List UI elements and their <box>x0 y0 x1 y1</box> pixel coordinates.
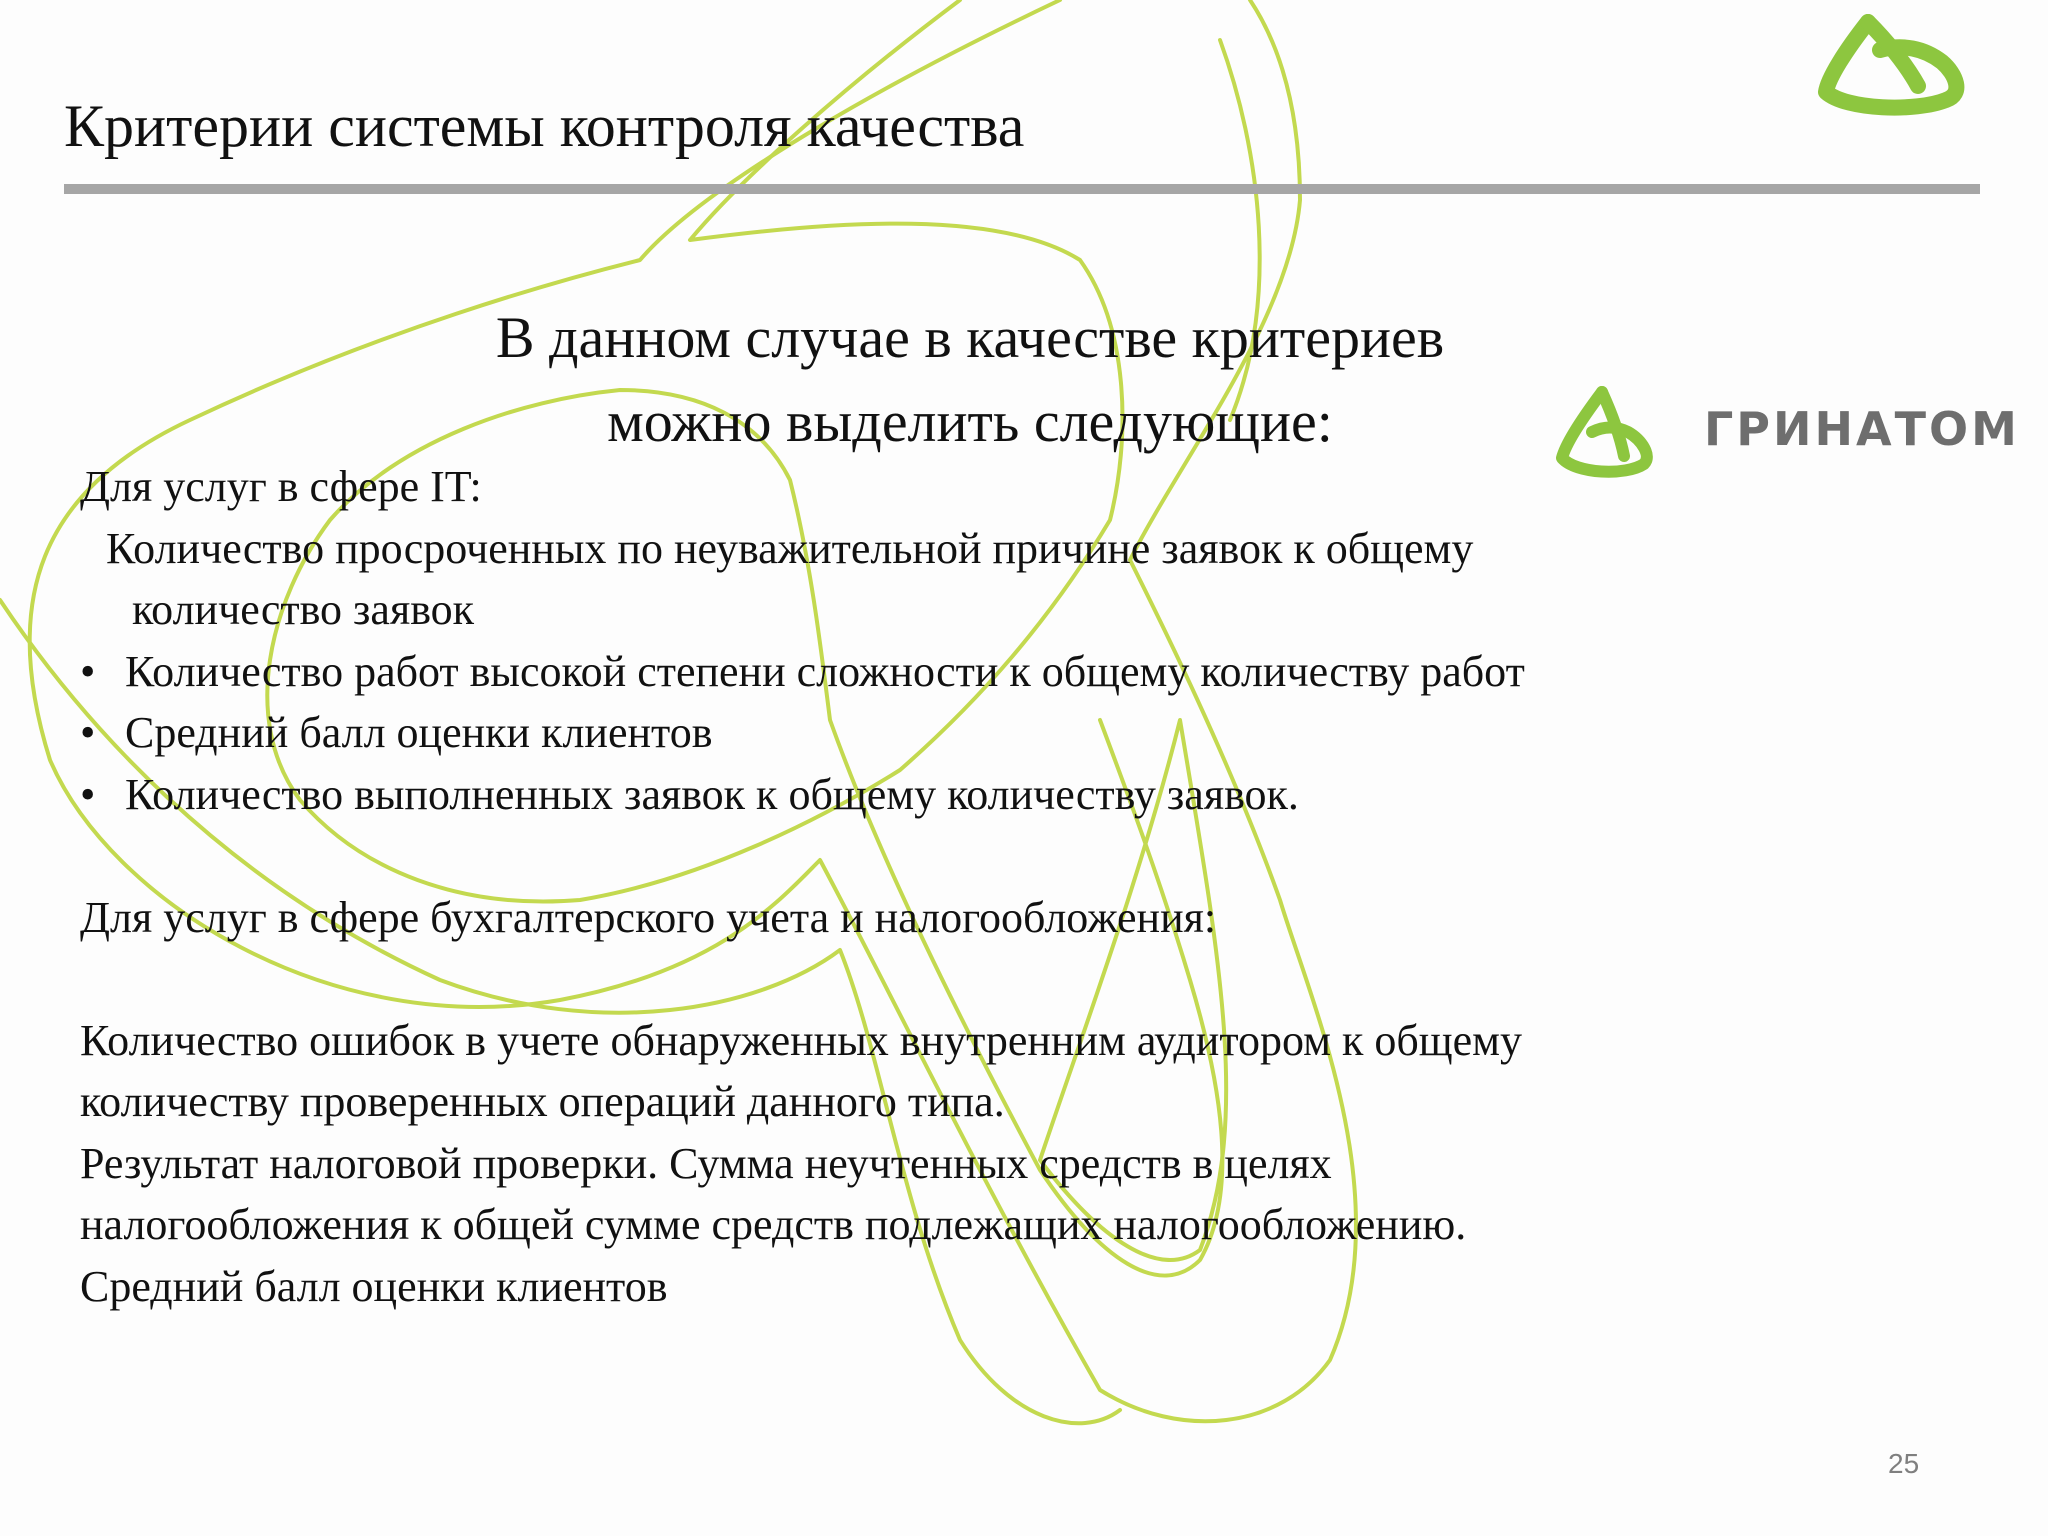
paragraph-line: налогообложения к общей сумме средств подлежащих налогообложению. <box>80 1200 1467 1249</box>
spacer <box>80 948 1820 1010</box>
paragraph-line: количеству проверенных операций данного типа. <box>80 1077 1005 1126</box>
paragraph-line: Средний балл оценки клиентов <box>80 1261 668 1311</box>
title-divider <box>64 184 1980 194</box>
paragraph-line: Количество ошибок в учете обнаруженных внутренним аудитором к общему <box>80 1015 1522 1065</box>
bullet-item: • Количество выполненных заявок к общему количеству заявок. <box>80 764 1820 826</box>
list-item-continuation: количество заявок <box>132 585 475 634</box>
bullet-item: • Количество работ высокой степени сложности к общему количеству работ <box>80 641 1820 703</box>
slide-body <box>80 456 1820 1317</box>
subheading-line: В данном случае в качестве критериев <box>495 305 1445 370</box>
subheading-line: можно выделить следующие: <box>607 389 1333 454</box>
section-heading-it: Для услуг в сфере IT: <box>80 462 482 511</box>
list-item: Количество просроченных по неуважительной причине заявок к общему <box>106 523 1474 573</box>
page-number: 25 <box>1888 1448 1920 1479</box>
section-heading-accounting: Для услуг в сфере бухгалтерского учета и налогообложения: <box>80 892 1217 942</box>
paragraph-line: Результат налоговой проверки. Сумма неучтенных средств в целях <box>80 1138 1332 1188</box>
greenatom-logo-icon <box>1806 0 1986 130</box>
spacer <box>80 825 1820 887</box>
bullet-item: • Средний балл оценки клиентов <box>80 702 1820 764</box>
subheading <box>300 296 1640 464</box>
brand-name: ГРИНАТОМ <box>1704 402 2020 456</box>
slide-title: Критерии системы контроля качества <box>64 93 1025 159</box>
